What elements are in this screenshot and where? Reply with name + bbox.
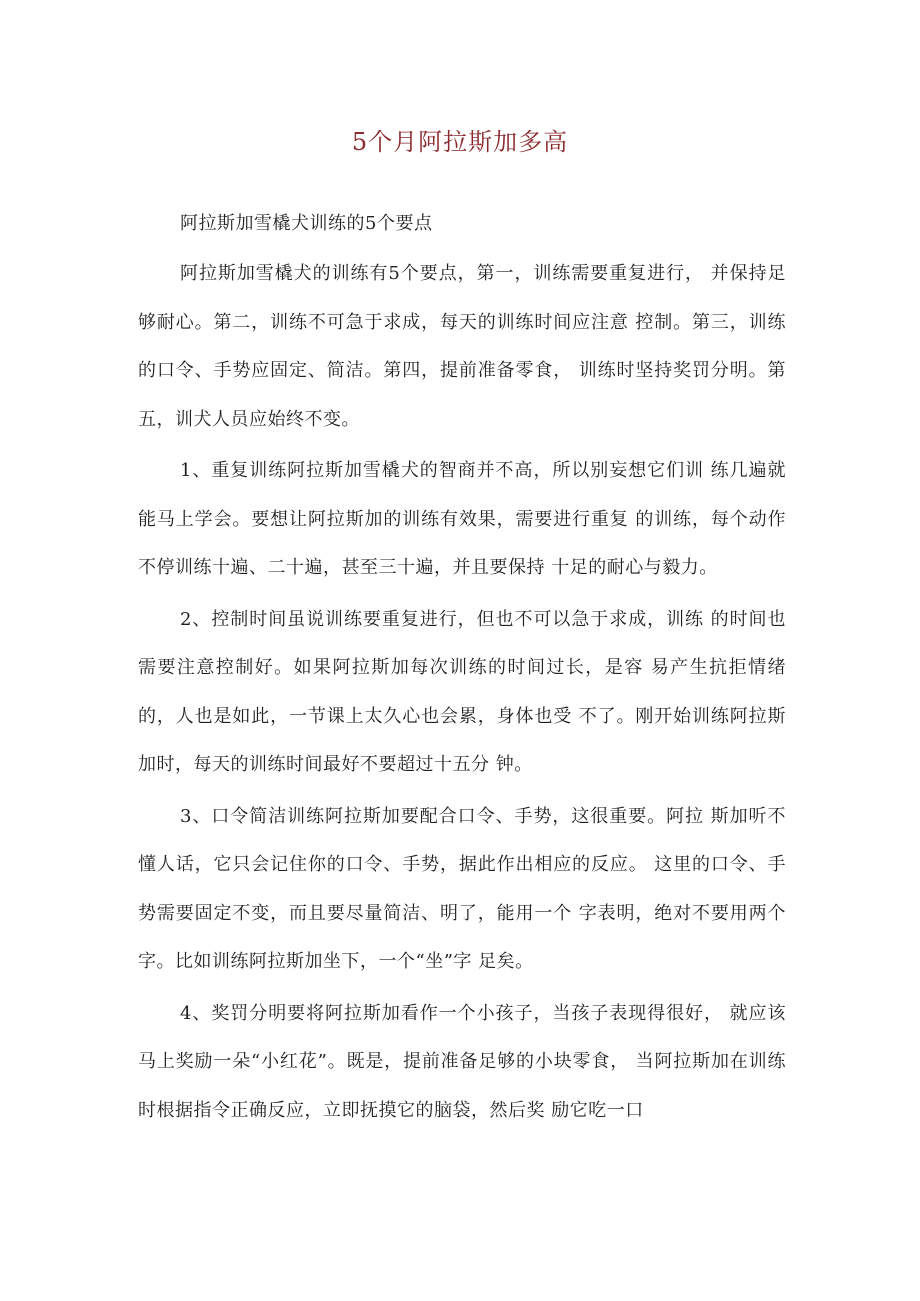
paragraph-point-3: 3、口令简洁训练阿拉斯加要配合口令、手势，这很重要。阿拉 斯加听不懂人话，它只会记住你的口令、手势，据此作出相应的反应。 这里的口令、手势需要固定不变，而且要尽量简洁、明了，能用一个 字表明，绝对不要用两个字。比如训练阿拉斯加坐下，一个“坐”字 足矣。 xyxy=(138,805,786,972)
paragraph-point-4: 4、奖罚分明要将阿拉斯加看作一个小孩子，当孩子表现得很好， 就应该马上奖励一朵“小红花”。既是，提前准备足够的小块零食， 当阿拉斯加在训练时根据指令正确反应，立即抚摸它的脑袋，然后奖 励它吃一口 xyxy=(138,1002,786,1121)
document-body xyxy=(138,250,786,1138)
paragraph-point-1: 1、重复训练阿拉斯加雪橇犬的智商并不高，所以别妄想它们训 练几遍就能马上学会。要想让阿拉斯加的训练有效果，需要进行重复 的训练，每个动作不停训练十遍、二十遍，甚至三十遍，并且要保持 十足的耐心与毅力。 xyxy=(138,460,786,578)
paragraph-point-2: 2、控制时间虽说训练要重复进行，但也不可以急于求成，训练 的时间也需要注意控制好。如果阿拉斯加每次训练的时间过长，是容 易产生抗拒情绪的，人也是如此，一节课上太久心也会累，身体也受 不了。刚开始训练阿拉斯加时，每天的训练时间最好不要超过十五分 钟。 xyxy=(138,608,786,775)
document-title: 5个月阿拉斯加多高 xyxy=(351,128,569,156)
paragraph-intro: 阿拉斯加雪橇犬的训练有5个要点，第一，训练需要重复进行， 并保持足够耐心。第二，训练不可急于求成，每天的训练时间应注意 控制。第三，训练的口令、手势应固定、简洁。第四，提前准备零食， 训练时坚持奖罚分明。第五，训犬人员应始终不变。 xyxy=(138,263,786,430)
document-subtitle: 阿拉斯加雪橇犬训练的5个要点 xyxy=(180,213,433,234)
